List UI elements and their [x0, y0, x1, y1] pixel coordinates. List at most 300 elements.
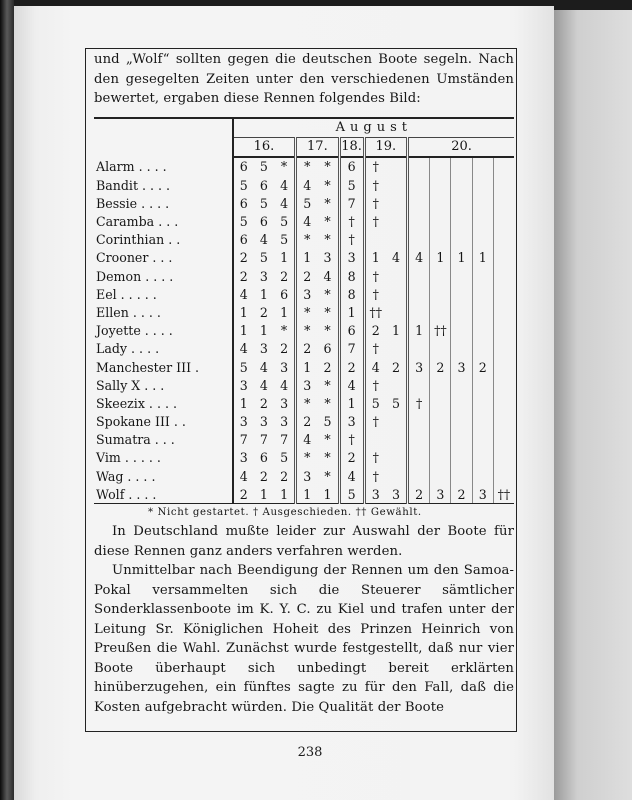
- page-content: [94, 50, 514, 717]
- result-cell: [408, 431, 430, 449]
- result-cell: [472, 285, 493, 303]
- boat-name: Sally X . . .: [94, 376, 233, 394]
- page-number: 238: [297, 745, 323, 760]
- result-cell: 1: [239, 323, 248, 339]
- result-cell: [472, 176, 493, 194]
- result-cell: 2: [323, 359, 332, 375]
- result-cell: 6: [339, 157, 364, 176]
- result-cell: 1: [391, 323, 400, 339]
- result-cell: 2: [259, 468, 268, 484]
- result-cell: 6: [339, 322, 364, 340]
- result-cell: [493, 194, 514, 212]
- result-cell: [386, 376, 408, 394]
- result-cell: 2: [296, 340, 318, 358]
- result-cell: 3: [364, 485, 386, 504]
- results-body: [94, 157, 514, 504]
- result-cell: [493, 157, 514, 176]
- result-cell: [472, 449, 493, 467]
- result-cell: 3: [280, 414, 289, 430]
- result-cell: 6: [280, 286, 289, 302]
- result-cell: *: [324, 450, 331, 466]
- result-cell: 4: [339, 376, 364, 394]
- result-cell: [430, 431, 451, 449]
- boat-name: Wag . . . .: [94, 467, 233, 485]
- result-cell: 1: [280, 304, 289, 320]
- result-cell: 2: [239, 250, 248, 266]
- result-cell: 1: [339, 303, 364, 321]
- result-cell: *: [280, 159, 288, 175]
- result-cell: 3: [280, 359, 289, 375]
- result-cell: 4: [323, 268, 332, 284]
- result-cell: 2: [259, 395, 268, 411]
- result-cell: [430, 267, 451, 285]
- result-cell: 3: [239, 414, 248, 430]
- result-cell: †: [364, 157, 386, 176]
- result-cell: 5: [259, 195, 268, 211]
- intro-paragraph: und „Wolf“ sollten gegen die deutschen Boote segeln. Nach den gesegelten Zeiten unter den verschiedenen Umständen bewertet, ergaben diese Rennen folgendes Bild:: [94, 52, 514, 106]
- result-cell: †: [364, 413, 386, 431]
- result-cell: 1: [254, 485, 274, 504]
- result-cell: 5: [239, 177, 248, 193]
- result-cell: 7: [259, 432, 268, 448]
- result-cell: [493, 340, 514, 358]
- result-cell: 4: [364, 358, 386, 376]
- result-cell: [408, 176, 430, 194]
- result-cell: ††: [364, 303, 386, 321]
- result-cell: *: [296, 449, 318, 467]
- result-cell: 1: [296, 358, 318, 376]
- result-cell: 2: [239, 268, 248, 284]
- result-cell: [472, 267, 493, 285]
- result-cell: †: [364, 449, 386, 467]
- result-cell: 2: [280, 468, 289, 484]
- result-cell: 3: [472, 485, 493, 504]
- boat-name: Alarm . . . .: [94, 157, 233, 176]
- boat-name: Manchester III .: [94, 358, 233, 376]
- paragraph-1: In Deutschland mußte leider zur Auswahl der Boote für diese Rennen ganz anders verfahren werden.: [94, 524, 514, 559]
- result-cell: †: [364, 376, 386, 394]
- result-cell: 4: [339, 467, 364, 485]
- result-cell: 1: [259, 323, 268, 339]
- table-row: [94, 231, 514, 249]
- boat-name: Sumatra . . .: [94, 431, 233, 449]
- result-cell: 5: [280, 232, 289, 248]
- result-cell: [408, 449, 430, 467]
- result-cell: [408, 157, 430, 176]
- result-cell: [408, 212, 430, 230]
- result-cell: [493, 231, 514, 249]
- result-cell: [451, 285, 472, 303]
- result-cell: †: [364, 176, 386, 194]
- result-cell: 1: [451, 249, 472, 267]
- result-cell: [493, 285, 514, 303]
- result-cell: 1: [239, 395, 248, 411]
- result-cell: *: [280, 323, 288, 339]
- result-cell: †: [339, 431, 364, 449]
- result-cell: 2: [296, 267, 318, 285]
- result-cell: [493, 449, 514, 467]
- result-cell: 7: [339, 340, 364, 358]
- result-cell: 1: [239, 304, 248, 320]
- result-cell: 1: [317, 485, 339, 504]
- result-cell: 3: [280, 395, 289, 411]
- result-cell: *: [324, 304, 331, 320]
- result-cell: 2: [280, 268, 289, 284]
- result-cell: 4: [296, 176, 318, 194]
- result-cell: [386, 157, 408, 176]
- result-cell: [451, 431, 472, 449]
- result-cell: 1: [274, 485, 296, 504]
- day-header: 16.: [233, 137, 296, 157]
- day-header: 20.: [408, 137, 514, 157]
- table-row: [94, 194, 514, 212]
- result-cell: 4: [280, 195, 289, 211]
- boat-name: Wolf . . . .: [94, 485, 233, 504]
- result-cell: 3: [296, 467, 318, 485]
- result-cell: *: [324, 214, 331, 230]
- result-cell: [472, 322, 493, 340]
- table-legend: * Nicht gestartet. † Ausgeschieden. †† Gewählt.: [148, 507, 422, 519]
- table-row: [94, 376, 514, 394]
- result-cell: [430, 285, 451, 303]
- result-cell: ††: [430, 322, 451, 340]
- result-cell: [451, 194, 472, 212]
- result-cell: 2: [339, 358, 364, 376]
- result-cell: *: [296, 303, 318, 321]
- result-cell: [451, 176, 472, 194]
- result-cell: 1: [408, 322, 430, 340]
- result-cell: 4: [296, 431, 318, 449]
- result-cell: [408, 467, 430, 485]
- result-cell: 5: [339, 485, 364, 504]
- result-cell: 4: [259, 359, 268, 375]
- table-row: [94, 467, 514, 485]
- result-cell: †: [364, 212, 386, 230]
- table-row: [94, 358, 514, 376]
- result-cell: 5: [259, 250, 268, 266]
- result-cell: 1: [296, 249, 318, 267]
- result-cell: 4: [259, 377, 268, 393]
- result-cell: [408, 413, 430, 431]
- boat-name: Joyette . . . .: [94, 322, 233, 340]
- result-cell: [408, 340, 430, 358]
- result-cell: 4: [239, 341, 248, 357]
- result-cell: 4: [296, 212, 318, 230]
- result-cell: *: [324, 159, 331, 175]
- result-cell: [386, 303, 408, 321]
- result-cell: 5: [391, 395, 400, 411]
- result-cell: [430, 157, 451, 176]
- result-cell: *: [324, 395, 331, 411]
- result-cell: [472, 303, 493, 321]
- table-row: [94, 303, 514, 321]
- result-cell: [493, 431, 514, 449]
- boat-name: Caramba . . .: [94, 212, 233, 230]
- boat-name: Demon . . . .: [94, 267, 233, 285]
- result-cell: [430, 176, 451, 194]
- result-cell: *: [296, 322, 318, 340]
- result-cell: [493, 394, 514, 412]
- result-cell: 2: [296, 413, 318, 431]
- result-cell: [451, 340, 472, 358]
- boat-name: Eel . . . . .: [94, 285, 233, 303]
- result-cell: 3: [296, 376, 318, 394]
- result-cell: 5: [280, 450, 289, 466]
- table-row: [94, 285, 514, 303]
- day-header: 19.: [364, 137, 407, 157]
- result-cell: [430, 303, 451, 321]
- result-cell: 5: [280, 214, 289, 230]
- table-row: [94, 212, 514, 230]
- result-cell: †: [339, 212, 364, 230]
- result-cell: 3: [386, 485, 408, 504]
- result-cell: *: [296, 157, 318, 176]
- result-cell: [451, 376, 472, 394]
- result-cell: [364, 231, 386, 249]
- result-cell: 6: [239, 195, 248, 211]
- result-cell: 2: [339, 449, 364, 467]
- result-cell: 2: [451, 485, 472, 504]
- boat-name: Skeezix . . . .: [94, 394, 233, 412]
- result-cell: [472, 231, 493, 249]
- result-cell: 2: [280, 341, 289, 357]
- result-cell: [408, 231, 430, 249]
- result-cell: 4: [280, 377, 289, 393]
- facing-page-edge: [554, 10, 632, 800]
- result-cell: [493, 176, 514, 194]
- result-cell: [472, 467, 493, 485]
- table-row: [94, 431, 514, 449]
- result-cell: [472, 394, 493, 412]
- result-cell: 1: [430, 249, 451, 267]
- result-cell: 1: [280, 250, 289, 266]
- result-cell: †: [364, 194, 386, 212]
- result-cell: 6: [259, 450, 268, 466]
- result-cell: [472, 376, 493, 394]
- result-cell: [430, 194, 451, 212]
- result-cell: 5: [239, 214, 248, 230]
- result-cell: [493, 413, 514, 431]
- result-cell: 3: [239, 377, 248, 393]
- table-row: [94, 322, 514, 340]
- result-cell: 7: [280, 432, 289, 448]
- result-cell: 1: [296, 485, 318, 504]
- result-cell: *: [324, 232, 331, 248]
- result-cell: 2: [472, 358, 493, 376]
- result-cell: *: [324, 377, 331, 393]
- day-header: 18.: [339, 137, 364, 157]
- table-row: [94, 449, 514, 467]
- table-row: [94, 157, 514, 176]
- result-cell: *: [324, 468, 331, 484]
- result-cell: [493, 303, 514, 321]
- result-cell: [408, 303, 430, 321]
- result-cell: 3: [296, 285, 318, 303]
- result-cell: *: [324, 195, 331, 211]
- result-cell: *: [296, 394, 318, 412]
- month-header: August: [233, 119, 514, 138]
- result-cell: [472, 212, 493, 230]
- boat-name: Corinthian . .: [94, 231, 233, 249]
- result-cell: 8: [339, 285, 364, 303]
- result-cell: 1: [472, 249, 493, 267]
- table-row: [94, 413, 514, 431]
- result-cell: 3: [408, 358, 430, 376]
- result-cell: [472, 340, 493, 358]
- result-cell: 2: [364, 322, 386, 340]
- table-row: [94, 267, 514, 285]
- boat-column-header: [94, 119, 233, 157]
- result-cell: †: [364, 340, 386, 358]
- result-cell: 6: [239, 232, 248, 248]
- result-cell: *: [324, 323, 331, 339]
- result-cell: [430, 467, 451, 485]
- result-cell: [451, 303, 472, 321]
- result-cell: 2: [391, 359, 400, 375]
- result-cell: 4: [408, 249, 430, 267]
- table-row: [94, 340, 514, 358]
- result-cell: [472, 194, 493, 212]
- result-cell: [430, 231, 451, 249]
- result-cell: 6: [323, 341, 332, 357]
- result-cell: [408, 285, 430, 303]
- result-cell: 5: [259, 159, 268, 175]
- book-spine: [0, 0, 14, 800]
- table-row: [94, 249, 514, 267]
- result-cell: [408, 194, 430, 212]
- boat-name: Bessie . . . .: [94, 194, 233, 212]
- result-cell: 8: [339, 267, 364, 285]
- result-cell: ††: [493, 485, 514, 504]
- result-cell: [386, 194, 408, 212]
- result-cell: 6: [259, 214, 268, 230]
- result-cell: [386, 467, 408, 485]
- result-cell: [451, 212, 472, 230]
- result-cell: 3: [259, 341, 268, 357]
- result-cell: 4: [259, 232, 268, 248]
- result-cell: 3: [259, 414, 268, 430]
- result-cell: 5: [323, 414, 332, 430]
- result-cell: 5: [339, 176, 364, 194]
- result-cell: 7: [339, 194, 364, 212]
- result-cell: [451, 467, 472, 485]
- result-cell: [451, 157, 472, 176]
- result-cell: †: [364, 467, 386, 485]
- result-cell: 3: [339, 249, 364, 267]
- result-cell: *: [296, 231, 318, 249]
- result-cell: †: [364, 267, 386, 285]
- result-cell: [408, 376, 430, 394]
- result-cell: [430, 394, 451, 412]
- table-row: [94, 485, 514, 504]
- result-cell: [493, 358, 514, 376]
- result-cell: 2: [430, 358, 451, 376]
- result-cell: 3: [259, 268, 268, 284]
- result-cell: 3: [239, 450, 248, 466]
- result-cell: [472, 413, 493, 431]
- result-cell: [451, 267, 472, 285]
- result-cell: 1: [364, 249, 386, 267]
- result-cell: 5: [296, 194, 318, 212]
- boat-name: Ellen . . . .: [94, 303, 233, 321]
- boat-name: Vim . . . . .: [94, 449, 233, 467]
- result-cell: 7: [239, 432, 248, 448]
- race-results-table: [94, 119, 514, 505]
- result-cell: 1: [339, 394, 364, 412]
- result-cell: 2: [408, 485, 430, 504]
- result-cell: [493, 267, 514, 285]
- result-cell: [364, 431, 386, 449]
- result-cell: [430, 376, 451, 394]
- result-cell: 4: [391, 250, 400, 266]
- boat-name: Lady . . . .: [94, 340, 233, 358]
- result-cell: [386, 267, 408, 285]
- result-cell: [451, 231, 472, 249]
- table-row: [94, 394, 514, 412]
- result-cell: [386, 285, 408, 303]
- result-cell: [430, 340, 451, 358]
- boat-name: Spokane III . .: [94, 413, 233, 431]
- result-cell: 1: [259, 286, 268, 302]
- result-cell: [430, 212, 451, 230]
- result-cell: [386, 449, 408, 467]
- result-cell: 4: [239, 468, 248, 484]
- result-cell: 4: [280, 177, 289, 193]
- table-row: [94, 176, 514, 194]
- month-header-row: [94, 119, 514, 138]
- result-cell: 3: [323, 250, 332, 266]
- result-cell: [472, 431, 493, 449]
- result-cell: [408, 267, 430, 285]
- result-cell: [430, 413, 451, 431]
- result-cell: 6: [239, 159, 248, 175]
- result-cell: [472, 157, 493, 176]
- result-cell: *: [324, 177, 331, 193]
- result-cell: [493, 376, 514, 394]
- result-cell: [386, 413, 408, 431]
- result-cell: [386, 176, 408, 194]
- result-cell: †: [408, 394, 430, 412]
- result-cell: [451, 449, 472, 467]
- result-cell: [386, 212, 408, 230]
- result-cell: [493, 322, 514, 340]
- result-cell: 2: [259, 304, 268, 320]
- result-cell: 3: [339, 413, 364, 431]
- result-cell: †: [364, 285, 386, 303]
- result-cell: [493, 467, 514, 485]
- boat-name: Crooner . . .: [94, 249, 233, 267]
- result-cell: 4: [239, 286, 248, 302]
- result-cell: †: [339, 231, 364, 249]
- result-cell: 6: [259, 177, 268, 193]
- result-cell: [451, 413, 472, 431]
- result-cell: [386, 340, 408, 358]
- result-cell: [451, 394, 472, 412]
- paragraph-2: Unmittelbar nach Beendigung der Rennen um den Samoa-Pokal versammelten sich die Steuerer sämtlicher Sonderklassenboote im K. Y. C. zu Kiel und trafen unter der Leitung Sr. Königlichen Hoheit des Prinzen Heinrich von Preußen die Wahl. Zunächst wurde festgestellt, daß nur vier Boote überhaupt sich unbedingt bereit erklärten hinüberzugehen, ein fünftes sagte zu für den Fall, daß die Kosten aufgebracht würden. Die Qualität der Boote: [94, 563, 514, 715]
- result-cell: 5: [239, 359, 248, 375]
- result-cell: 5: [364, 394, 386, 412]
- result-cell: [493, 212, 514, 230]
- day-header: 17.: [296, 137, 339, 157]
- result-cell: 3: [451, 358, 472, 376]
- result-cell: [430, 449, 451, 467]
- result-cell: [386, 431, 408, 449]
- result-cell: [493, 249, 514, 267]
- result-cell: [386, 231, 408, 249]
- boat-name: Bandit . . . .: [94, 176, 233, 194]
- result-cell: 2: [233, 485, 254, 504]
- result-cell: [451, 322, 472, 340]
